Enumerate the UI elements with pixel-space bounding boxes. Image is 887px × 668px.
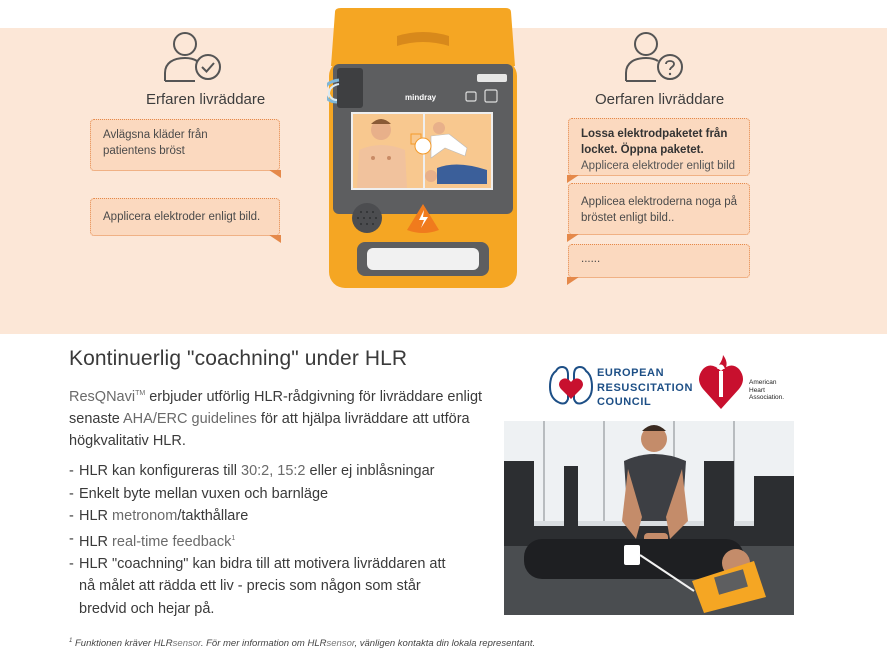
inexperienced-title: Oerfaren livräddare xyxy=(595,91,725,108)
bubble-bold-text: Lossa elektrodpaketet från locket. Öppna paketet. xyxy=(581,128,728,156)
inexperienced-bubble-1 xyxy=(568,118,750,176)
bubble-text: ...... xyxy=(581,253,601,265)
bubble-tail xyxy=(567,234,579,242)
footnote-text: sensor xyxy=(172,638,201,650)
brand-name: ResQNavi xyxy=(69,388,136,405)
bullet-text: HLR xyxy=(79,533,113,550)
inexperienced-bubble-2 xyxy=(568,183,750,235)
bubble-tail xyxy=(567,277,579,285)
feature-list xyxy=(69,460,499,620)
aha-line: Heart xyxy=(749,386,765,394)
trademark: TM xyxy=(135,390,146,397)
intro-paragraph xyxy=(69,383,499,452)
footnote-marker: 1 xyxy=(69,638,73,644)
intro-text-1: erbjuder utförlig HLR-rådgivning för livräddare enligt senaste xyxy=(69,388,483,427)
aha-logo-text xyxy=(749,379,784,402)
footnote xyxy=(69,638,535,649)
list-item xyxy=(69,528,499,553)
user-question-icon xyxy=(624,29,686,83)
erc-logo-icon xyxy=(548,361,594,407)
aha-heart-torch-icon xyxy=(697,353,745,411)
device-brand: mindray xyxy=(405,93,437,102)
footnote-text: Funktionen kräver HLR xyxy=(72,638,173,650)
list-item xyxy=(69,460,499,483)
list-item xyxy=(69,553,449,621)
bullet-text: /takthållare xyxy=(177,508,249,524)
bubble-text: Avlägsna kläder från patientens bröst xyxy=(103,129,208,157)
footnote-text: . För mer information om HLR xyxy=(200,638,327,650)
erc-line: RESUSCITATION xyxy=(597,381,694,394)
bullet-text: HLR "coachning" kan bidra till att motivera livräddaren att nå målet att rädda ett liv - precis som någon som står bredvid och hejar på. xyxy=(79,555,446,617)
bubble-tail xyxy=(269,170,281,178)
aha-line: Association. xyxy=(749,394,785,401)
section-heading: Kontinuerlig "coachning" under HLR xyxy=(69,347,408,370)
experienced-bubble-1 xyxy=(90,119,280,171)
bullet-light-text: 30:2, 15:2 xyxy=(241,463,306,479)
bullet-text: Enkelt byte mellan vuxen och barnläge xyxy=(79,485,329,502)
erc-logo-text xyxy=(597,366,693,410)
bullet-text: eller ej inblåsningar xyxy=(305,463,435,479)
bullet-text: HLR xyxy=(79,508,113,524)
bubble-tail xyxy=(269,235,281,243)
bubble-text: Applicera elektroder enligt bild. xyxy=(103,211,261,223)
aha-line: American xyxy=(749,379,777,386)
bubble-tail xyxy=(567,175,579,183)
footnote-text: , vänligen kontakta din lokala representant. xyxy=(354,638,536,650)
erc-line: EUROPEAN xyxy=(597,367,665,379)
aed-device-illustration xyxy=(327,8,519,288)
cpr-training-photo xyxy=(504,421,794,615)
bullet-light-text: real-time feedback xyxy=(112,533,232,550)
bullet-text: HLR kan konfigureras till xyxy=(79,463,241,479)
footnote-text: sensor xyxy=(326,638,355,650)
intro-text-2: för att hjälpa livräddare att utföra högkvalitativ HLR. xyxy=(69,410,470,449)
bullet-light-text: metronom xyxy=(112,508,178,524)
experienced-bubble-2 xyxy=(90,198,280,236)
bubble-text: Applicera elektroder enligt bild xyxy=(581,160,736,172)
guidelines-text: AHA/ERC guidelines xyxy=(123,410,257,427)
footnote-marker: 1 xyxy=(231,534,236,542)
inexperienced-bubble-3 xyxy=(568,244,750,278)
experienced-title: Erfaren livräddare xyxy=(146,91,266,108)
list-item xyxy=(69,483,499,506)
user-check-icon xyxy=(163,29,223,83)
list-item xyxy=(69,505,499,528)
erc-line: COUNCIL xyxy=(597,396,652,408)
bubble-text: Applicea elektroderna noga på bröstet enligt bild.. xyxy=(581,196,738,224)
